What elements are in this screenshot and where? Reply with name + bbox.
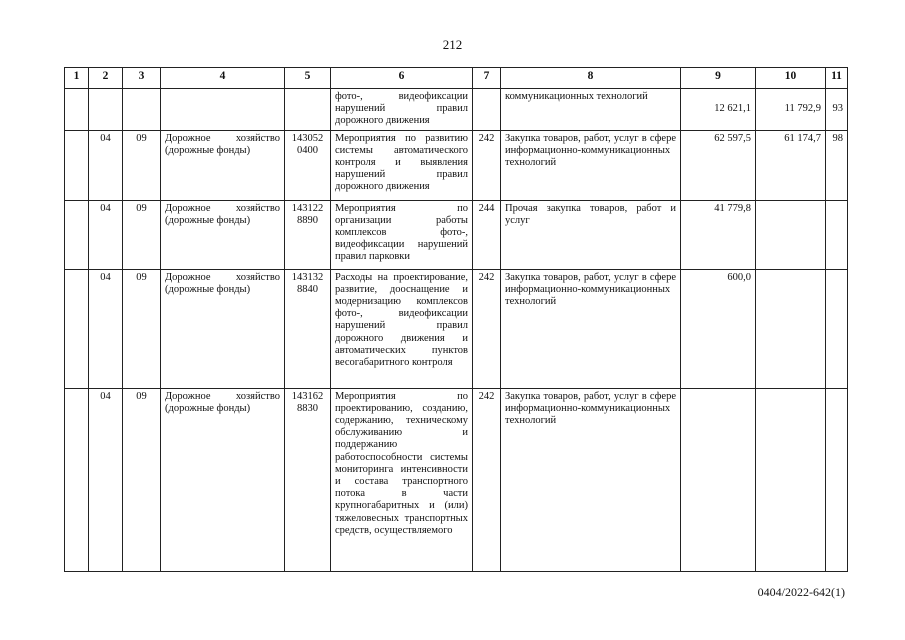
column-header: 8 xyxy=(501,68,681,89)
cell-expense-type: 242 xyxy=(473,388,501,571)
cell-target-code: 143052 0400 xyxy=(285,130,331,200)
cell-target-code xyxy=(285,89,331,131)
cell-section: 04 xyxy=(89,200,123,269)
cell-subsection: 09 xyxy=(123,388,161,571)
cell-subsection: 09 xyxy=(123,200,161,269)
cell-section: 04 xyxy=(89,130,123,200)
column-header: 9 xyxy=(681,68,756,89)
cell-percent: 98 xyxy=(826,130,848,200)
cell-plan-amount: 41 779,8 xyxy=(681,200,756,269)
cell-expense-description: коммуникационных технологий xyxy=(501,89,681,131)
cell-section: 04 xyxy=(89,388,123,571)
cell-section: 04 xyxy=(89,269,123,388)
table-row xyxy=(65,200,848,269)
page-number: 212 xyxy=(442,37,463,52)
cell-expense-type: 242 xyxy=(473,269,501,388)
cell-col1 xyxy=(65,200,89,269)
cell-expense-description: Прочая закупка товаров, работ и услуг xyxy=(501,200,681,269)
cell-target-code: 143132 8840 xyxy=(285,269,331,388)
cell-subsection: 09 xyxy=(123,269,161,388)
cell-plan-amount: 62 597,5 xyxy=(681,130,756,200)
budget-table xyxy=(64,67,848,572)
cell-subsection xyxy=(123,89,161,131)
cell-plan-amount xyxy=(681,388,756,571)
cell-activity: фото-, видеофиксации нарушений правил дорожного движения xyxy=(331,89,473,131)
column-header: 10 xyxy=(756,68,826,89)
cell-activity: Мероприятия по развитию системы автоматического контроля и выявления нарушений правил дорожного движения xyxy=(331,130,473,200)
cell-col1 xyxy=(65,388,89,571)
cell-name: Дорожное хозяйство (дорожные фонды) xyxy=(161,388,285,571)
cell-name xyxy=(161,89,285,131)
cell-col1 xyxy=(65,269,89,388)
cell-col1 xyxy=(65,130,89,200)
cell-expense-type: 244 xyxy=(473,200,501,269)
column-header: 7 xyxy=(473,68,501,89)
cell-activity: Расходы на проектирование, развитие, дооснащение и модернизацию комплексов фото-, видеофиксации нарушений правил дорожного движения и автоматических пунктов весогабаритного контроля xyxy=(331,269,473,388)
column-header: 3 xyxy=(123,68,161,89)
column-header: 5 xyxy=(285,68,331,89)
cell-expense-type xyxy=(473,89,501,131)
column-header: 4 xyxy=(161,68,285,89)
cell-expense-description: Закупка товаров, работ, услуг в сфере информационно-коммуникационных технологий xyxy=(501,130,681,200)
cell-percent: 93 xyxy=(826,89,848,131)
cell-expense-type: 242 xyxy=(473,130,501,200)
table-header-row xyxy=(65,68,848,89)
cell-percent xyxy=(826,388,848,571)
cell-percent xyxy=(826,269,848,388)
cell-plan-amount: 12 621,1 xyxy=(681,89,756,131)
table-row xyxy=(65,269,848,388)
column-header: 6 xyxy=(331,68,473,89)
cell-actual-amount xyxy=(756,388,826,571)
column-header: 2 xyxy=(89,68,123,89)
cell-target-code: 143162 8830 xyxy=(285,388,331,571)
cell-col1 xyxy=(65,89,89,131)
cell-actual-amount: 61 174,7 xyxy=(756,130,826,200)
cell-expense-description: Закупка товаров, работ, услуг в сфере информационно-коммуникационных технологий xyxy=(501,269,681,388)
document-code: 0404/2022-642(1) xyxy=(757,585,845,599)
column-header: 1 xyxy=(65,68,89,89)
table-row xyxy=(65,130,848,200)
table-row xyxy=(65,388,848,571)
cell-actual-amount xyxy=(756,200,826,269)
cell-target-code: 143122 8890 xyxy=(285,200,331,269)
cell-subsection: 09 xyxy=(123,130,161,200)
cell-plan-amount: 600,0 xyxy=(681,269,756,388)
cell-name: Дорожное хозяйство (дорожные фонды) xyxy=(161,130,285,200)
cell-activity: Мероприятия по проектированию, созданию, содержанию, техническому обслуживанию и поддержанию работоспособности системы мониторинга интенсивности и состава транспортного потока в части крупногабаритных и (или) тяжеловесных транспортных средств, осуществляемого xyxy=(331,388,473,571)
cell-name: Дорожное хозяйство (дорожные фонды) xyxy=(161,269,285,388)
cell-percent xyxy=(826,200,848,269)
table-row xyxy=(65,89,848,131)
cell-section xyxy=(89,89,123,131)
cell-activity: Мероприятия по организации работы комплексов фото-, видеофиксации нарушений правил парковки xyxy=(331,200,473,269)
cell-name: Дорожное хозяйство (дорожные фонды) xyxy=(161,200,285,269)
column-header: 11 xyxy=(826,68,848,89)
cell-actual-amount xyxy=(756,269,826,388)
cell-actual-amount: 11 792,9 xyxy=(756,89,826,131)
cell-expense-description: Закупка товаров, работ, услуг в сфере информационно-коммуникационных технологий xyxy=(501,388,681,571)
